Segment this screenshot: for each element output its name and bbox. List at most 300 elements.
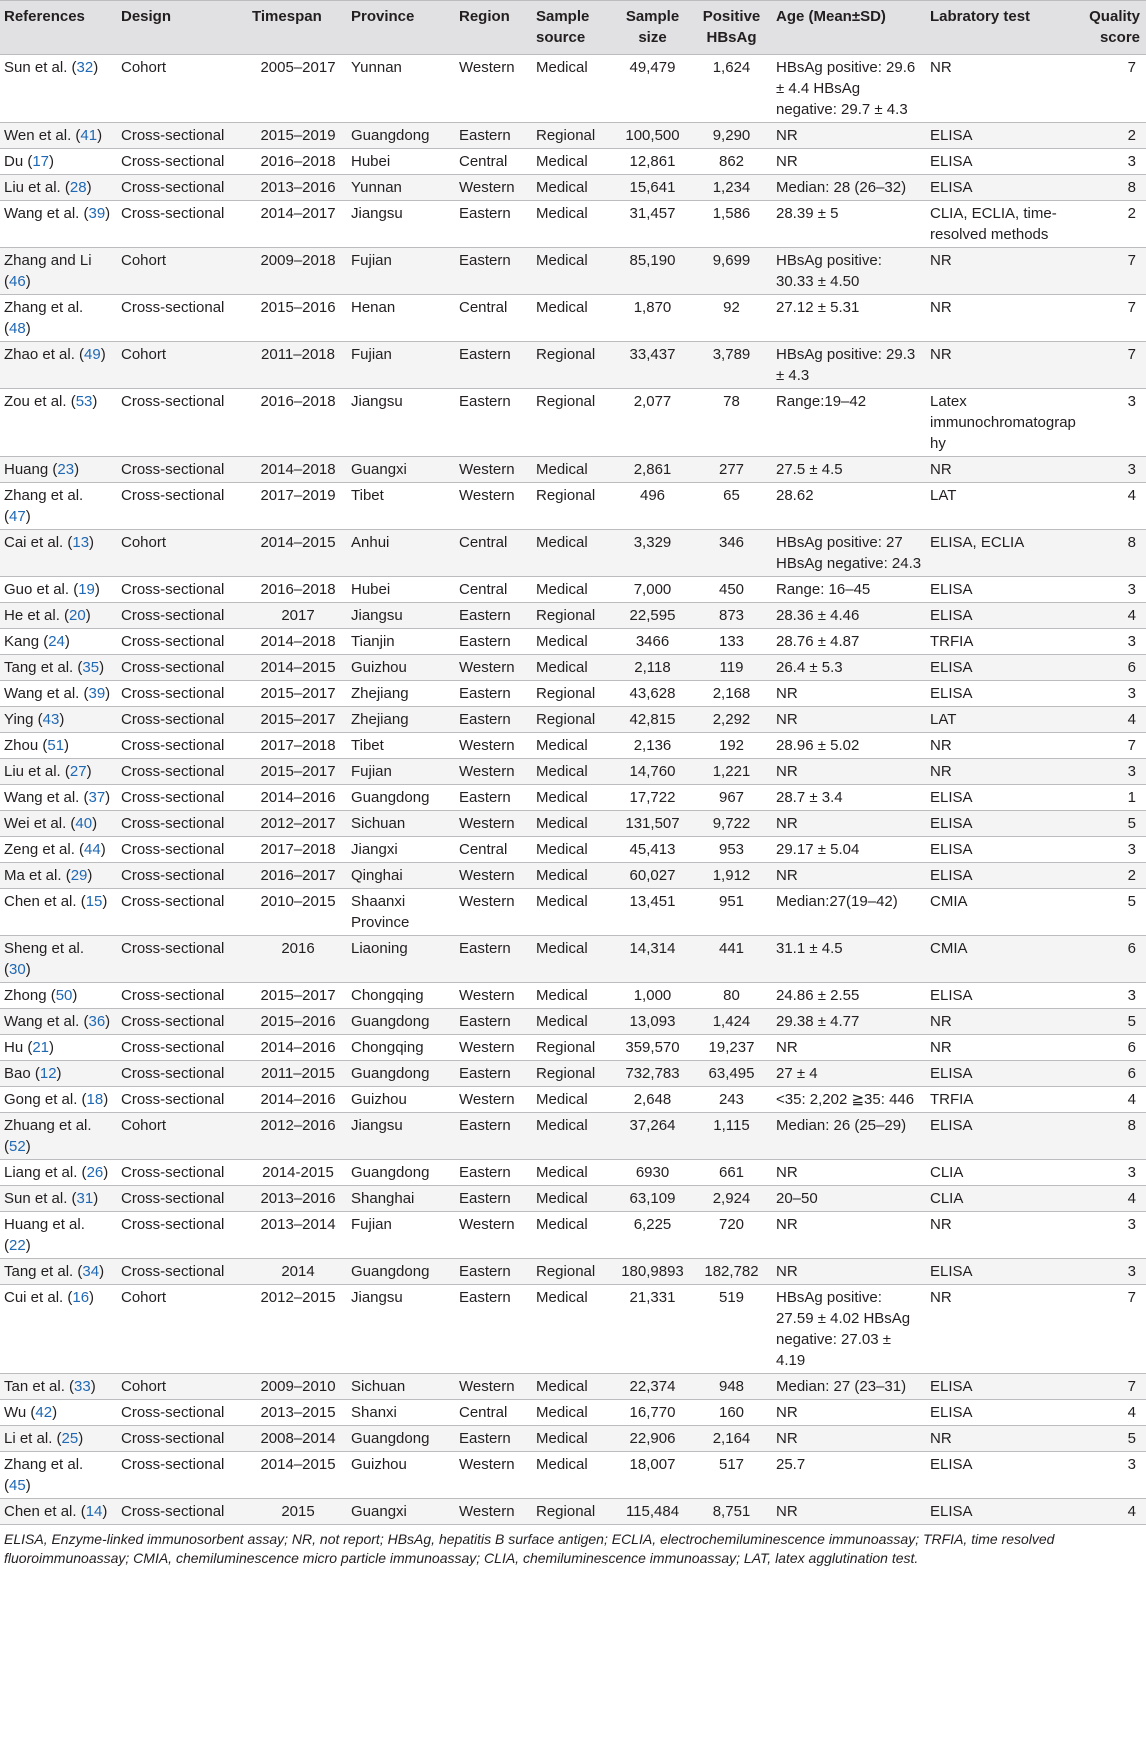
cell-timespan: 2012–2017	[248, 811, 347, 837]
cell-positive-hbsag: 192	[690, 733, 772, 759]
table-row	[0, 1400, 1146, 1426]
table-row	[0, 889, 1146, 936]
cell-reference	[0, 707, 117, 733]
cell-age: NR	[772, 149, 926, 175]
header-sample-source: Sample source	[532, 1, 614, 55]
cell-sample-size: 496	[614, 483, 690, 530]
cell-age: HBsAg positive: 27 HBsAg negative: 24.3	[772, 530, 926, 577]
reference-link[interactable]: 29	[70, 867, 88, 884]
cell-sample-source: Regional	[532, 707, 614, 733]
table-row	[0, 863, 1146, 889]
table-row	[0, 389, 1146, 457]
cell-sample-size: 2,136	[614, 733, 690, 759]
cell-timespan: 2015–2016	[248, 1009, 347, 1035]
reference-link[interactable]: 33	[74, 1378, 91, 1395]
cell-timespan: 2016–2018	[248, 389, 347, 457]
cell-positive-hbsag: 346	[690, 530, 772, 577]
reference-link[interactable]: 19	[78, 581, 95, 598]
reference-link[interactable]: 23	[57, 461, 75, 478]
cell-reference	[0, 733, 117, 759]
cell-design: Cross-sectional	[117, 1009, 248, 1035]
cell-province: Guangxi	[347, 1499, 455, 1525]
cell-quality-score: 6	[1084, 936, 1146, 983]
reference-close-paren: )	[64, 737, 70, 754]
cell-design: Cross-sectional	[117, 759, 248, 785]
cell-province: Fujian	[347, 342, 455, 389]
reference-author: Liu et al. (	[4, 763, 70, 780]
reference-close-paren: )	[74, 461, 80, 478]
reference-close-paren: )	[93, 1190, 99, 1207]
cell-sample-source: Medical	[532, 936, 614, 983]
cell-age: NR	[772, 1426, 926, 1452]
cell-region: Central	[455, 577, 532, 603]
reference-link[interactable]: 20	[69, 607, 86, 624]
reference-link[interactable]: 18	[86, 1091, 104, 1108]
header-sample-size: Sample size	[614, 1, 690, 55]
reference-link[interactable]: 52	[9, 1138, 26, 1155]
reference-link[interactable]: 25	[61, 1430, 79, 1447]
cell-laboratory-test: NR	[926, 457, 1084, 483]
cell-sample-source: Medical	[532, 295, 614, 342]
reference-link[interactable]: 34	[82, 1263, 100, 1280]
cell-province: Zhejiang	[347, 707, 455, 733]
cell-reference	[0, 1212, 117, 1259]
reference-close-paren: )	[87, 867, 93, 884]
reference-link[interactable]: 50	[55, 987, 73, 1004]
reference-link[interactable]: 47	[9, 508, 26, 525]
cell-quality-score: 3	[1084, 759, 1146, 785]
cell-positive-hbsag: 119	[690, 655, 772, 681]
cell-age: Median:27(19–42)	[772, 889, 926, 936]
table-row	[0, 936, 1146, 983]
cell-timespan: 2008–2014	[248, 1426, 347, 1452]
cell-sample-size: 6930	[614, 1160, 690, 1186]
reference-close-paren: )	[99, 659, 105, 676]
reference-close-paren: )	[89, 534, 95, 551]
cell-sample-source: Medical	[532, 889, 614, 936]
cell-laboratory-test: ELISA	[926, 1259, 1084, 1285]
cell-timespan: 2014–2015	[248, 530, 347, 577]
cell-age: NR	[772, 1160, 926, 1186]
cell-timespan: 2015–2017	[248, 707, 347, 733]
reference-author: Tang et al. (	[4, 1263, 83, 1280]
cell-region: Central	[455, 295, 532, 342]
header-province: Province	[347, 1, 455, 55]
cell-sample-source: Regional	[532, 342, 614, 389]
table-row	[0, 1087, 1146, 1113]
reference-close-paren: )	[78, 1430, 84, 1447]
reference-author: Wu (	[4, 1404, 36, 1421]
reference-link[interactable]: 30	[9, 961, 26, 978]
reference-author: He et al. (	[4, 607, 70, 624]
cell-positive-hbsag: 967	[690, 785, 772, 811]
cell-quality-score: 1	[1084, 785, 1146, 811]
cell-sample-source: Medical	[532, 1426, 614, 1452]
reference-link[interactable]: 46	[9, 273, 26, 290]
cell-sample-size: 2,861	[614, 457, 690, 483]
cell-sample-size: 49,479	[614, 55, 690, 123]
cell-laboratory-test: ELISA	[926, 1374, 1084, 1400]
cell-province: Chongqing	[347, 1035, 455, 1061]
cell-sample-size: 6,225	[614, 1212, 690, 1259]
cell-age: 26.4 ± 5.3	[772, 655, 926, 681]
reference-close-paren: )	[86, 763, 92, 780]
cell-age: NR	[772, 1212, 926, 1259]
cell-sample-source: Regional	[532, 681, 614, 707]
cell-positive-hbsag: 9,290	[690, 123, 772, 149]
reference-author: Wang et al. (	[4, 1013, 89, 1030]
cell-laboratory-test: ELISA	[926, 785, 1084, 811]
table-row	[0, 577, 1146, 603]
cell-age: NR	[772, 1499, 926, 1525]
reference-close-paren: )	[105, 1013, 111, 1030]
cell-region: Western	[455, 1374, 532, 1400]
cell-region: Eastern	[455, 1061, 532, 1087]
cell-timespan: 2014–2018	[248, 629, 347, 655]
cell-positive-hbsag: 441	[690, 936, 772, 983]
cell-sample-source: Medical	[532, 1186, 614, 1212]
reference-author: Du (	[4, 153, 33, 170]
cell-laboratory-test: NR	[926, 1009, 1084, 1035]
reference-link[interactable]: 44	[84, 841, 101, 858]
reference-author: Wen et al. (	[4, 127, 81, 144]
cell-age: HBsAg positive: 29.6 ± 4.4 HBsAg negative: 29.7 ± 4.3	[772, 55, 926, 123]
cell-sample-source: Medical	[532, 655, 614, 681]
cell-region: Central	[455, 530, 532, 577]
cell-design: Cohort	[117, 1285, 248, 1374]
cell-quality-score: 3	[1084, 389, 1146, 457]
cell-reference	[0, 759, 117, 785]
cell-province: Guangdong	[347, 785, 455, 811]
cell-timespan: 2014–2017	[248, 201, 347, 248]
reference-link[interactable]: 24	[48, 633, 65, 650]
cell-province: Tianjin	[347, 629, 455, 655]
cell-design: Cross-sectional	[117, 811, 248, 837]
cell-sample-size: 14,760	[614, 759, 690, 785]
cell-age: 20–50	[772, 1186, 926, 1212]
cell-province: Tibet	[347, 733, 455, 759]
cell-laboratory-test: NR	[926, 1285, 1084, 1374]
cell-timespan: 2012–2016	[248, 1113, 347, 1160]
cell-timespan: 2016	[248, 936, 347, 983]
cell-sample-size: 16,770	[614, 1400, 690, 1426]
cell-sample-source: Regional	[532, 389, 614, 457]
reference-close-paren: )	[93, 59, 99, 76]
cell-timespan: 2014-2015	[248, 1160, 347, 1186]
reference-link[interactable]: 27	[69, 763, 87, 780]
cell-region: Eastern	[455, 629, 532, 655]
reference-link[interactable]: 14	[85, 1503, 103, 1520]
cell-province: Hubei	[347, 149, 455, 175]
reference-link[interactable]: 28	[69, 179, 87, 196]
cell-age: NR	[772, 123, 926, 149]
cell-province: Shanghai	[347, 1186, 455, 1212]
cell-province: Hubei	[347, 577, 455, 603]
reference-author: Zhong (	[4, 987, 56, 1004]
cell-age: 27.5 ± 4.5	[772, 457, 926, 483]
cell-region: Eastern	[455, 785, 532, 811]
cell-sample-size: 131,507	[614, 811, 690, 837]
cell-timespan: 2010–2015	[248, 889, 347, 936]
reference-link[interactable]: 16	[72, 1289, 90, 1306]
cell-reference	[0, 785, 117, 811]
cell-province: Yunnan	[347, 175, 455, 201]
table-row	[0, 759, 1146, 785]
reference-link[interactable]: 39	[88, 685, 106, 702]
reference-author: Liang et al. (	[4, 1164, 87, 1181]
cell-province: Tibet	[347, 483, 455, 530]
cell-age: HBsAg positive: 27.59 ± 4.02 HBsAg negative: 27.03 ± 4.19	[772, 1285, 926, 1374]
cell-province: Shaanxi Province	[347, 889, 455, 936]
cell-quality-score: 5	[1084, 889, 1146, 936]
reference-link[interactable]: 17	[32, 153, 50, 170]
reference-link[interactable]: 43	[42, 711, 60, 728]
reference-link[interactable]: 12	[39, 1065, 57, 1082]
reference-link[interactable]: 48	[9, 320, 26, 337]
cell-positive-hbsag: 661	[690, 1160, 772, 1186]
reference-link[interactable]: 31	[76, 1190, 94, 1207]
cell-province: Fujian	[347, 248, 455, 295]
cell-region: Eastern	[455, 1186, 532, 1212]
cell-laboratory-test: NR	[926, 733, 1084, 759]
cell-sample-source: Medical	[532, 457, 614, 483]
cell-age: Median: 26 (25–29)	[772, 1113, 926, 1160]
cell-reference	[0, 603, 117, 629]
cell-positive-hbsag: 948	[690, 1374, 772, 1400]
cell-quality-score: 5	[1084, 811, 1146, 837]
cell-timespan: 2014–2015	[248, 655, 347, 681]
cell-design: Cohort	[117, 530, 248, 577]
reference-link[interactable]: 42	[35, 1404, 53, 1421]
header-age: Age (Mean±SD)	[772, 1, 926, 55]
reference-author: Wang et al. (	[4, 685, 89, 702]
cell-positive-hbsag: 953	[690, 837, 772, 863]
cell-reference	[0, 295, 117, 342]
cell-reference	[0, 483, 117, 530]
cell-positive-hbsag: 65	[690, 483, 772, 530]
cell-reference	[0, 1400, 117, 1426]
cell-age: Range: 16–45	[772, 577, 926, 603]
cell-region: Western	[455, 889, 532, 936]
cell-positive-hbsag: 519	[690, 1285, 772, 1374]
reference-link[interactable]: 15	[85, 893, 103, 910]
cell-age: <35: 2,202 ≧35: 446	[772, 1087, 926, 1113]
cell-province: Jiangsu	[347, 201, 455, 248]
cell-design: Cohort	[117, 1374, 248, 1400]
cell-design: Cross-sectional	[117, 837, 248, 863]
cell-quality-score: 7	[1084, 55, 1146, 123]
cell-quality-score: 7	[1084, 342, 1146, 389]
cell-reference	[0, 342, 117, 389]
cell-region: Eastern	[455, 342, 532, 389]
cell-region: Eastern	[455, 707, 532, 733]
cell-reference	[0, 149, 117, 175]
cell-region: Eastern	[455, 123, 532, 149]
reference-link[interactable]: 21	[32, 1039, 50, 1056]
cell-design: Cross-sectional	[117, 1061, 248, 1087]
cell-quality-score: 5	[1084, 1009, 1146, 1035]
reference-author: Wang et al. (	[4, 205, 89, 222]
reference-link[interactable]: 49	[84, 346, 101, 363]
reference-author: Li et al. (	[4, 1430, 62, 1447]
cell-reference	[0, 837, 117, 863]
cell-timespan: 2017–2019	[248, 483, 347, 530]
cell-timespan: 2012–2015	[248, 1285, 347, 1374]
cell-region: Eastern	[455, 1160, 532, 1186]
cell-sample-source: Medical	[532, 577, 614, 603]
reference-link[interactable]: 53	[75, 393, 93, 410]
cell-sample-source: Regional	[532, 1259, 614, 1285]
reference-close-paren: )	[94, 581, 100, 598]
cell-reference	[0, 936, 117, 983]
cell-sample-source: Medical	[532, 1212, 614, 1259]
cell-laboratory-test: NR	[926, 1035, 1084, 1061]
reference-author: Cui et al. (	[4, 1289, 73, 1306]
cell-region: Western	[455, 1452, 532, 1499]
cell-region: Eastern	[455, 936, 532, 983]
cell-reference	[0, 175, 117, 201]
cell-age: NR	[772, 1259, 926, 1285]
cell-laboratory-test: NR	[926, 342, 1084, 389]
reference-link[interactable]: 45	[9, 1477, 26, 1494]
cell-sample-size: 45,413	[614, 837, 690, 863]
reference-author: Chen et al. (	[4, 1503, 86, 1520]
cell-age: Range:19–42	[772, 389, 926, 457]
cell-age: NR	[772, 1035, 926, 1061]
cell-design: Cohort	[117, 342, 248, 389]
cell-sample-size: 13,093	[614, 1009, 690, 1035]
cell-province: Sichuan	[347, 811, 455, 837]
reference-author: Gong et al. (	[4, 1091, 87, 1108]
cell-sample-source: Regional	[532, 1061, 614, 1087]
cell-reference	[0, 983, 117, 1009]
table-row	[0, 1212, 1146, 1259]
reference-link[interactable]: 36	[88, 1013, 106, 1030]
table-row	[0, 785, 1146, 811]
cell-positive-hbsag: 2,164	[690, 1426, 772, 1452]
cell-quality-score: 3	[1084, 457, 1146, 483]
reference-link[interactable]: 32	[76, 59, 94, 76]
cell-design: Cross-sectional	[117, 655, 248, 681]
cell-province: Guangdong	[347, 123, 455, 149]
cell-quality-score: 3	[1084, 1160, 1146, 1186]
cell-reference	[0, 248, 117, 295]
cell-design: Cross-sectional	[117, 483, 248, 530]
cell-sample-source: Medical	[532, 1285, 614, 1374]
cell-sample-size: 12,861	[614, 149, 690, 175]
reference-link[interactable]: 37	[88, 789, 106, 806]
table-row	[0, 983, 1146, 1009]
cell-reference	[0, 55, 117, 123]
cell-timespan: 2013–2016	[248, 175, 347, 201]
reference-link[interactable]: 22	[9, 1237, 26, 1254]
cell-timespan: 2014–2018	[248, 457, 347, 483]
reference-close-paren: )	[25, 273, 31, 290]
cell-region: Western	[455, 483, 532, 530]
reference-author: Zhang et al. (	[4, 299, 84, 337]
cell-positive-hbsag: 80	[690, 983, 772, 1009]
cell-quality-score: 6	[1084, 655, 1146, 681]
reference-link[interactable]: 35	[82, 659, 100, 676]
cell-positive-hbsag: 92	[690, 295, 772, 342]
reference-link[interactable]: 41	[80, 127, 98, 144]
cell-positive-hbsag: 1,624	[690, 55, 772, 123]
reference-author: Huang (	[4, 461, 58, 478]
cell-quality-score: 7	[1084, 1374, 1146, 1400]
cell-sample-size: 37,264	[614, 1113, 690, 1160]
reference-close-paren: )	[86, 179, 92, 196]
cell-timespan: 2013–2016	[248, 1186, 347, 1212]
table-row	[0, 55, 1146, 123]
reference-link[interactable]: 39	[88, 205, 106, 222]
reference-link[interactable]: 26	[86, 1164, 104, 1181]
cell-sample-source: Medical	[532, 149, 614, 175]
table-row	[0, 1061, 1146, 1087]
cell-laboratory-test: TRFIA	[926, 1087, 1084, 1113]
reference-link[interactable]: 40	[75, 815, 93, 832]
cell-positive-hbsag: 160	[690, 1400, 772, 1426]
cell-design: Cross-sectional	[117, 1087, 248, 1113]
cell-design: Cohort	[117, 55, 248, 123]
cell-province: Guangdong	[347, 1160, 455, 1186]
cell-laboratory-test: NR	[926, 295, 1084, 342]
cell-quality-score: 2	[1084, 123, 1146, 149]
cell-reference	[0, 577, 117, 603]
cell-sample-source: Medical	[532, 1087, 614, 1113]
cell-province: Guangdong	[347, 1009, 455, 1035]
cell-quality-score: 3	[1084, 149, 1146, 175]
table-row	[0, 1285, 1146, 1374]
cell-quality-score: 4	[1084, 603, 1146, 629]
cell-province: Guizhou	[347, 1087, 455, 1113]
cell-region: Western	[455, 863, 532, 889]
cell-laboratory-test: CLIA	[926, 1160, 1084, 1186]
reference-close-paren: )	[103, 1091, 109, 1108]
cell-region: Eastern	[455, 681, 532, 707]
cell-laboratory-test: ELISA	[926, 1061, 1084, 1087]
header-quality-score: Quality score	[1084, 1, 1146, 55]
cell-laboratory-test: CLIA, ECLIA, time-resolved methods	[926, 201, 1084, 248]
table-row	[0, 733, 1146, 759]
cell-region: Western	[455, 811, 532, 837]
reference-close-paren: )	[25, 961, 31, 978]
cell-age: 28.39 ± 5	[772, 201, 926, 248]
cell-sample-source: Regional	[532, 1499, 614, 1525]
cell-laboratory-test: ELISA	[926, 1400, 1084, 1426]
cell-sample-size: 43,628	[614, 681, 690, 707]
cell-quality-score: 3	[1084, 577, 1146, 603]
table-row	[0, 457, 1146, 483]
cell-quality-score: 4	[1084, 1186, 1146, 1212]
cell-positive-hbsag: 2,292	[690, 707, 772, 733]
cell-region: Eastern	[455, 1259, 532, 1285]
reference-link[interactable]: 13	[72, 534, 90, 551]
table-row	[0, 175, 1146, 201]
cell-laboratory-test: LAT	[926, 707, 1084, 733]
table-row	[0, 655, 1146, 681]
table-row	[0, 1426, 1146, 1452]
cell-region: Western	[455, 457, 532, 483]
cell-sample-size: 17,722	[614, 785, 690, 811]
reference-link[interactable]: 51	[47, 737, 65, 754]
table-row	[0, 707, 1146, 733]
cell-timespan: 2009–2010	[248, 1374, 347, 1400]
cell-timespan: 2011–2015	[248, 1061, 347, 1087]
cell-region: Central	[455, 149, 532, 175]
cell-sample-size: 22,595	[614, 603, 690, 629]
table-row	[0, 603, 1146, 629]
reference-close-paren: )	[97, 127, 103, 144]
